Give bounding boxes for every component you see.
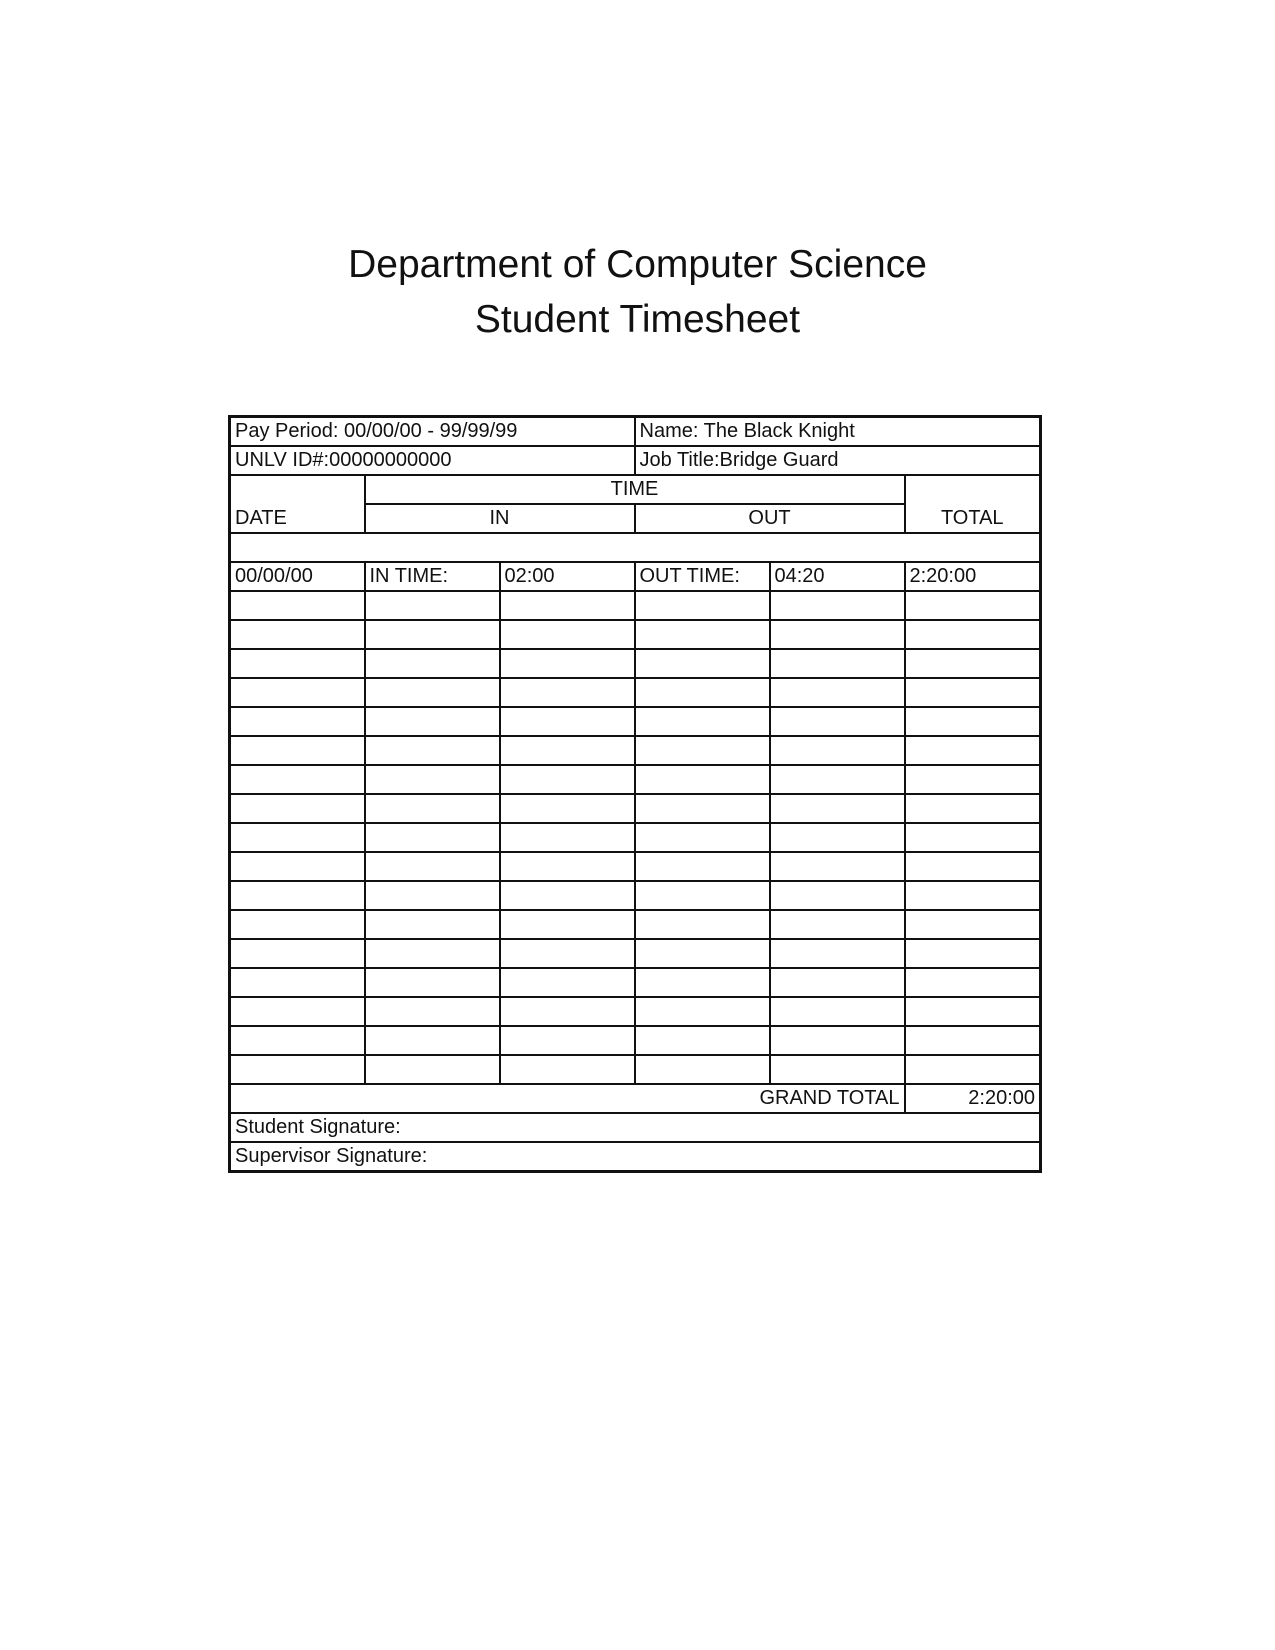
entry-total-cell[interactable]: 2:20:00 bbox=[905, 562, 1041, 591]
blank-out-time-cell[interactable] bbox=[770, 823, 905, 852]
blank-total-cell[interactable] bbox=[905, 968, 1041, 997]
blank-out-time-cell[interactable] bbox=[770, 852, 905, 881]
blank-out-time-cell[interactable] bbox=[770, 736, 905, 765]
blank-total-cell[interactable] bbox=[905, 794, 1041, 823]
blank-total-cell[interactable] bbox=[905, 1055, 1041, 1084]
blank-in-label-cell[interactable] bbox=[365, 794, 500, 823]
blank-entry-row bbox=[230, 678, 1041, 707]
blank-in-label-cell[interactable] bbox=[365, 591, 500, 620]
blank-date-cell[interactable] bbox=[230, 823, 365, 852]
blank-out-label-cell[interactable] bbox=[635, 794, 770, 823]
date-header: DATE bbox=[230, 475, 365, 533]
blank-out-time-cell[interactable] bbox=[770, 678, 905, 707]
blank-entry-row bbox=[230, 939, 1041, 968]
blank-out-label-cell[interactable] bbox=[635, 1055, 770, 1084]
blank-out-time-cell[interactable] bbox=[770, 939, 905, 968]
supervisor-signature-field[interactable]: Supervisor Signature: bbox=[230, 1142, 1041, 1172]
blank-out-time-cell[interactable] bbox=[770, 968, 905, 997]
document-subtitle: Student Timesheet bbox=[474, 298, 801, 341]
blank-out-label-cell[interactable] bbox=[635, 707, 770, 736]
blank-in-time-cell[interactable] bbox=[500, 591, 635, 620]
supervisor-signature-row bbox=[230, 1142, 1041, 1172]
blank-total-cell[interactable] bbox=[905, 910, 1041, 939]
blank-out-label-cell[interactable] bbox=[635, 620, 770, 649]
blank-out-label-cell[interactable] bbox=[635, 852, 770, 881]
blank-total-cell[interactable] bbox=[905, 707, 1041, 736]
blank-date-cell[interactable] bbox=[230, 910, 365, 939]
blank-out-time-cell[interactable] bbox=[770, 707, 905, 736]
blank-date-cell[interactable] bbox=[230, 707, 365, 736]
blank-in-time-cell[interactable] bbox=[500, 910, 635, 939]
blank-total-cell[interactable] bbox=[905, 649, 1041, 678]
blank-out-label-cell[interactable] bbox=[635, 736, 770, 765]
blank-in-label-cell[interactable] bbox=[365, 939, 500, 968]
blank-in-label-cell[interactable] bbox=[365, 707, 500, 736]
blank-date-cell[interactable] bbox=[230, 736, 365, 765]
unlv-id-field[interactable]: UNLV ID#:00000000000 bbox=[230, 446, 635, 475]
blank-in-time-cell[interactable] bbox=[500, 939, 635, 968]
blank-in-label-cell[interactable] bbox=[365, 649, 500, 678]
blank-in-label-cell[interactable] bbox=[365, 910, 500, 939]
blank-total-cell[interactable] bbox=[905, 997, 1041, 1026]
pay-period-field[interactable]: Pay Period: 00/00/00 - 99/99/99 bbox=[230, 417, 635, 447]
blank-entry-row bbox=[230, 910, 1041, 939]
blank-date-cell[interactable] bbox=[230, 620, 365, 649]
blank-date-cell[interactable] bbox=[230, 997, 365, 1026]
blank-in-time-cell[interactable] bbox=[500, 997, 635, 1026]
blank-in-time-cell[interactable] bbox=[500, 1055, 635, 1084]
entry-out-label: OUT TIME: bbox=[635, 562, 770, 591]
student-signature-field[interactable]: Student Signature: bbox=[230, 1113, 1041, 1142]
blank-in-time-cell[interactable] bbox=[500, 649, 635, 678]
blank-total-cell[interactable] bbox=[905, 620, 1041, 649]
blank-in-label-cell[interactable] bbox=[365, 1055, 500, 1084]
blank-total-cell[interactable] bbox=[905, 591, 1041, 620]
blank-in-time-cell[interactable] bbox=[500, 794, 635, 823]
document-title: Department of Computer Science bbox=[348, 243, 927, 286]
blank-out-time-cell[interactable] bbox=[770, 881, 905, 910]
blank-total-cell[interactable] bbox=[905, 852, 1041, 881]
blank-out-time-cell[interactable] bbox=[770, 1026, 905, 1055]
blank-entry-row bbox=[230, 823, 1041, 852]
blank-out-label-cell[interactable] bbox=[635, 765, 770, 794]
blank-date-cell[interactable] bbox=[230, 1055, 365, 1084]
blank-out-time-cell[interactable] bbox=[770, 1055, 905, 1084]
student-signature-row bbox=[230, 1113, 1041, 1142]
id-row bbox=[230, 446, 1041, 475]
blank-in-label-cell[interactable] bbox=[365, 852, 500, 881]
blank-in-time-cell[interactable] bbox=[500, 736, 635, 765]
blank-in-label-cell[interactable] bbox=[365, 881, 500, 910]
timesheet-table bbox=[228, 415, 1042, 1173]
blank-in-time-cell[interactable] bbox=[500, 678, 635, 707]
blank-date-cell[interactable] bbox=[230, 678, 365, 707]
blank-entry-row bbox=[230, 1055, 1041, 1084]
in-header: IN bbox=[365, 504, 635, 533]
blank-entry-row bbox=[230, 852, 1041, 881]
entry-row bbox=[230, 562, 1041, 591]
blank-total-cell[interactable] bbox=[905, 736, 1041, 765]
blank-out-time-cell[interactable] bbox=[770, 765, 905, 794]
blank-in-label-cell[interactable] bbox=[365, 997, 500, 1026]
blank-in-label-cell[interactable] bbox=[365, 968, 500, 997]
blank-date-cell[interactable] bbox=[230, 968, 365, 997]
blank-entry-row bbox=[230, 620, 1041, 649]
blank-in-time-cell[interactable] bbox=[500, 765, 635, 794]
out-header: OUT bbox=[635, 504, 905, 533]
entry-date-cell[interactable]: 00/00/00 bbox=[230, 562, 365, 591]
blank-in-time-cell[interactable] bbox=[500, 881, 635, 910]
blank-out-time-cell[interactable] bbox=[770, 910, 905, 939]
grand-total-row bbox=[230, 1084, 1041, 1113]
blank-entry-row bbox=[230, 707, 1041, 736]
job-title-field[interactable]: Job Title:Bridge Guard bbox=[635, 446, 1041, 475]
blank-in-label-cell[interactable] bbox=[365, 823, 500, 852]
blank-in-time-cell[interactable] bbox=[500, 620, 635, 649]
blank-in-label-cell[interactable] bbox=[365, 736, 500, 765]
blank-out-label-cell[interactable] bbox=[635, 968, 770, 997]
blank-out-time-cell[interactable] bbox=[770, 591, 905, 620]
blank-in-time-cell[interactable] bbox=[500, 823, 635, 852]
blank-entry-row bbox=[230, 649, 1041, 678]
blank-total-cell[interactable] bbox=[905, 939, 1041, 968]
blank-date-cell[interactable] bbox=[230, 939, 365, 968]
blank-total-cell[interactable] bbox=[905, 1026, 1041, 1055]
blank-out-label-cell[interactable] bbox=[635, 997, 770, 1026]
blank-out-label-cell[interactable] bbox=[635, 823, 770, 852]
blank-total-cell[interactable] bbox=[905, 881, 1041, 910]
blank-out-label-cell[interactable] bbox=[635, 649, 770, 678]
blank-out-time-cell[interactable] bbox=[770, 649, 905, 678]
entry-in-label: IN TIME: bbox=[365, 562, 500, 591]
entry-in-time-cell[interactable]: 02:00 bbox=[500, 562, 635, 591]
blank-out-time-cell[interactable] bbox=[770, 794, 905, 823]
blank-out-label-cell[interactable] bbox=[635, 939, 770, 968]
blank-in-label-cell[interactable] bbox=[365, 1026, 500, 1055]
blank-total-cell[interactable] bbox=[905, 765, 1041, 794]
grand-total-label: GRAND TOTAL bbox=[230, 1084, 905, 1113]
blank-in-label-cell[interactable] bbox=[365, 620, 500, 649]
entry-out-time-cell[interactable]: 04:20 bbox=[770, 562, 905, 591]
blank-date-cell[interactable] bbox=[230, 649, 365, 678]
blank-date-cell[interactable] bbox=[230, 881, 365, 910]
blank-date-cell[interactable] bbox=[230, 591, 365, 620]
blank-date-cell[interactable] bbox=[230, 765, 365, 794]
pay-period-row bbox=[230, 417, 1041, 447]
blank-in-time-cell[interactable] bbox=[500, 852, 635, 881]
blank-entry-row bbox=[230, 968, 1041, 997]
blank-date-cell[interactable] bbox=[230, 794, 365, 823]
blank-out-label-cell[interactable] bbox=[635, 881, 770, 910]
blank-entry-row bbox=[230, 794, 1041, 823]
blank-out-label-cell[interactable] bbox=[635, 678, 770, 707]
blank-date-cell[interactable] bbox=[230, 1026, 365, 1055]
blank-out-label-cell[interactable] bbox=[635, 1026, 770, 1055]
blank-total-cell[interactable] bbox=[905, 678, 1041, 707]
blank-in-time-cell[interactable] bbox=[500, 1026, 635, 1055]
blank-in-time-cell[interactable] bbox=[500, 968, 635, 997]
blank-in-time-cell[interactable] bbox=[500, 707, 635, 736]
grand-total-value[interactable]: 2:20:00 bbox=[905, 1084, 1041, 1113]
blank-out-time-cell[interactable] bbox=[770, 997, 905, 1026]
blank-entry-row bbox=[230, 765, 1041, 794]
blank-out-label-cell[interactable] bbox=[635, 910, 770, 939]
blank-date-cell[interactable] bbox=[230, 852, 365, 881]
spacer-row bbox=[230, 533, 1041, 562]
time-header: TIME bbox=[365, 475, 905, 504]
blank-out-time-cell[interactable] bbox=[770, 620, 905, 649]
blank-entry-row bbox=[230, 997, 1041, 1026]
blank-in-label-cell[interactable] bbox=[365, 765, 500, 794]
blank-entry-row bbox=[230, 736, 1041, 765]
name-field[interactable]: Name: The Black Knight bbox=[635, 417, 1041, 447]
time-header-row bbox=[230, 475, 1041, 504]
total-header: TOTAL bbox=[905, 475, 1041, 533]
blank-in-label-cell[interactable] bbox=[365, 678, 500, 707]
blank-entry-row bbox=[230, 881, 1041, 910]
blank-entry-row bbox=[230, 591, 1041, 620]
spacer-cell bbox=[230, 533, 1041, 562]
blank-total-cell[interactable] bbox=[905, 823, 1041, 852]
blank-out-label-cell[interactable] bbox=[635, 591, 770, 620]
blank-entry-row bbox=[230, 1026, 1041, 1055]
